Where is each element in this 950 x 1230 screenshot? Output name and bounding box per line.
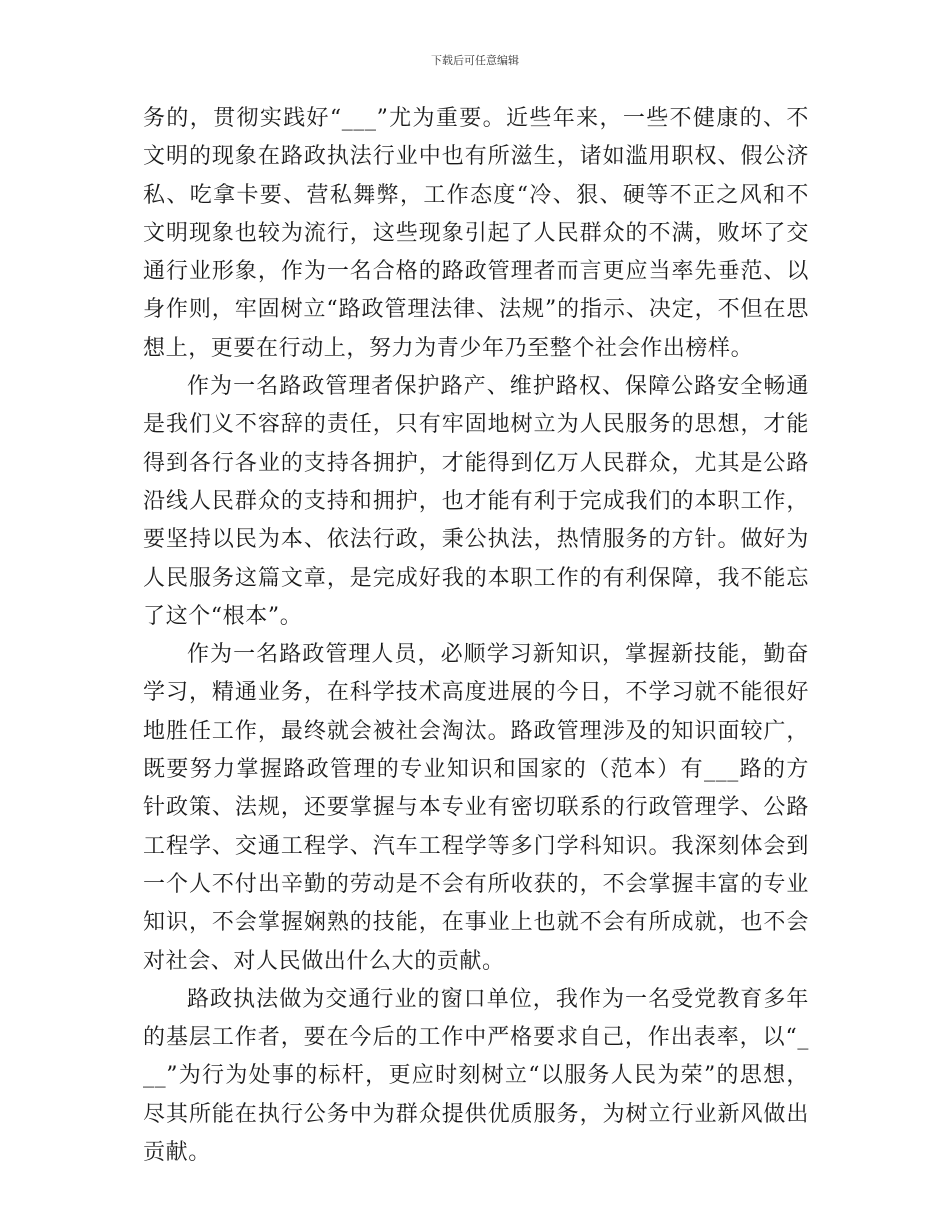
paragraph-4: 路政执法做为交通行业的窗口单位，我作为一名受党教育多年的基层工作者，要在今后的工作中严格要求自己，作出表率，以“___”为行为处事的标杆，更应时刻树立“以服务人民为荣”的思想，尽其所能在执行公务中为群众提供优质服务，为树立行业新风做出贡献。 (143, 986, 809, 1166)
paragraph-1: 务的，贯彻实践好“___”尤为重要。近些年来，一些不健康的、不文明的现象在路政执法行业中也有所滋生，诸如滥用职权、假公济私、吃拿卡要、营私舞弊，工作态度“冷、狠、硬等不正之风和不文明现象也较为流行，这些现象引起了人民群众的不满，败坏了交通行业形象，作为一名合格的路政管理者而言更应当率先垂范、以身作则，牢固树立“路政管理法律、法规”的指示、决定，不但在思想上，更要在行动上，努力为青少年乃至整个社会作出榜样。 (143, 106, 809, 361)
page-header: 下载后可任意编辑 (431, 54, 519, 67)
document-body (143, 100, 809, 1172)
paragraph-2: 作为一名路政管理者保护路产、维护路权、保障公路安全畅通是我们义不容辞的责任，只有牢固地树立为人民服务的思想，才能得到各行各业的支持各拥护，才能得到亿万人民群众，尤其是公路沿线人民群众的支持和拥护，也才能有利于完成我们的本职工作，要坚持以民为本、依法行政，秉公执法，热情服务的方针。做好为人民服务这篇文章，是完成好我的本职工作的有利保障，我不能忘了这个“根本”。 (143, 374, 809, 629)
paragraph-3: 作为一名路政管理人员，必顺学习新知识，掌握新技能，勤奋学习，精通业务，在科学技术高度进展的今日，不学习就不能很好地胜任工作，最终就会被社会淘汰。路政管理涉及的知识面较广，既要努力掌握路政管理的专业知识和国家的（范本）有___路的方针政策、法规，还要掌握与本专业有密切联系的行政管理学、公路工程学、交通工程学、汽车工程学等多门学科知识。我深刻体会到一个人不付出辛勤的劳动是不会有所收获的，不会掌握丰富的专业知识，不会掌握娴熟的技能，在事业上也就不会有所成就，也不会对社会、对人民做出什么大的贡献。 (143, 642, 809, 974)
